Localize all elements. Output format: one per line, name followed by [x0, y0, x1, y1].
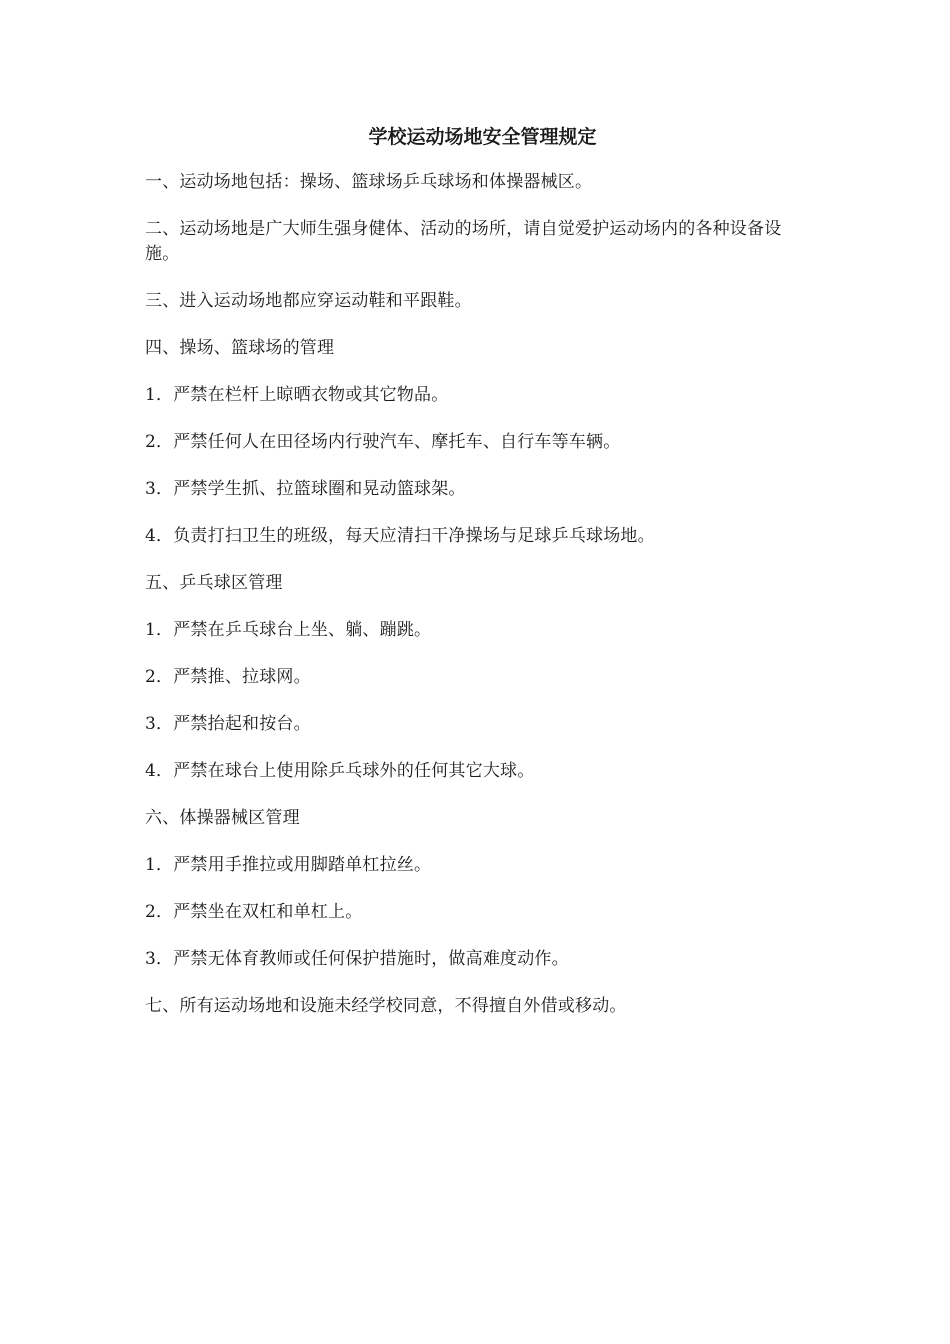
list-item: 1．严禁用手推拉或用脚踏单杠拉丝。: [145, 855, 432, 875]
heading-section-5: 五、乒乓球区管理: [145, 573, 283, 593]
list-item: 3．严禁抬起和按台。: [145, 714, 311, 734]
list-item: 2．严禁任何人在田径场内行驶汽车、摩托车、自行车等车辆。: [145, 432, 621, 452]
paragraph-section-7: 七、所有运动场地和设施未经学校同意，不得擅自外借或移动。: [145, 996, 627, 1016]
paragraph-section-3: 三、进入运动场地都应穿运动鞋和平跟鞋。: [145, 291, 472, 311]
paragraph-section-2: 二、运动场地是广大师生强身健体、活动的场所，请自觉爱护运动场内的各种设备设施。: [145, 219, 782, 264]
list-item: 2．严禁坐在双杠和单杠上。: [145, 902, 363, 922]
list-item: 1．严禁在栏杆上晾晒衣物或其它物品。: [145, 385, 449, 405]
document-title: 学校运动场地安全管理规定: [368, 126, 597, 148]
heading-section-4: 四、操场、篮球场的管理: [145, 338, 335, 358]
list-item: 1．严禁在乒乓球台上坐、躺、蹦跳。: [145, 620, 432, 640]
list-item: 3．严禁学生抓、拉篮球圈和晃动篮球架。: [145, 479, 466, 499]
list-item: 3．严禁无体育教师或任何保护措施时，做高难度动作。: [145, 949, 569, 969]
document-body: [145, 122, 810, 1041]
list-item: 4．负责打扫卫生的班级，每天应清扫干净操场与足球乒乓球场地。: [145, 526, 655, 546]
list-item: 2．严禁推、拉球网。: [145, 667, 311, 687]
heading-section-6: 六、体操器械区管理: [145, 808, 300, 828]
list-item: 4．严禁在球台上使用除乒乓球外的任何其它大球。: [145, 761, 535, 781]
paragraph-section-1: 一、运动场地包括：操场、篮球场乒乓球场和体操器械区。: [145, 172, 593, 192]
